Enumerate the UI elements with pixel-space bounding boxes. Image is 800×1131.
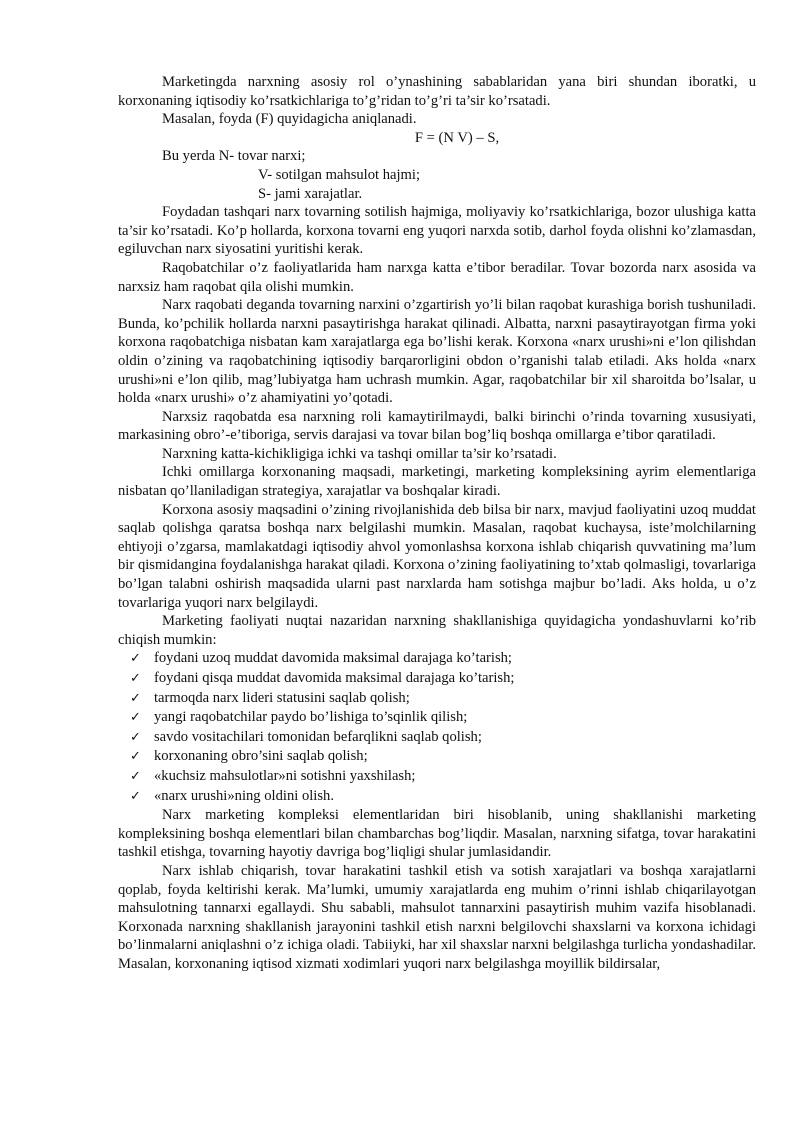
paragraph: Narx raqobati deganda tovarning narxini o’zgartirish yo’li bilan raqobat kurashiga borish tushuniladi. Bunda, ko’pchilik hollarda narxni pasaytirishga harakat qilinadi. Albatta, narxni pasaytirayotgan firma yoki korxona raqobatchiga nisbatan kam xarajatlarga ega bo’lishi kerak. Korxona «narx urushi»ni e’lon qilishdan oldin o’zining va raqobatchining iqtisodiy barqarorligini obdon o’rganishi talab etiladi. Aks holda «narx urushi»ni e’lon qilib, mag’lubiyatga ham uchrash mumkin. Agar, raqobatchilar bir xil sharoitda bo’lsalar, u holda «narx urushi» o’z ahamiyatini yo’qotadi. [118,297,756,407]
document-page [118,73,756,974]
definition-intro: Bu yerda N- tovar narxi; [162,148,306,165]
definition-s: S- jami xarajatlar. [258,185,363,202]
paragraph: Korxona asosiy maqsadini o’zining rivojlanishida deb bilsa bir narx, mavjud faoliyatini uzoq muddat saqlab qolishga qaratsa boshqa narx belgilashi mumkin. Masalan, raqobat kuchaysa, iste’molchilarning ehtiyoji o’zgarsa, mamlakatdagi iqtisodiy ahvol yomonlashsa korxona ishlab chiqarish quvvatining ma’lum bir qismidangina foydalanishga harakat qiladi. Korxona o’zining faoliyatining to’xtab qolmasligi, tovarlariga bo’lgan talabni oshirish maqsadida ularni past narxlarda ham sotishga majbur bo’ladi. Aks holda, u o’z tovarlariga yuqori narx belgilaydi. [118,501,756,611]
list-item: ✓ «narx urushi»ning oldini olish. [118,787,756,807]
list-item: ✓ «kuchsiz mahsulotlar»ni sotishni yaxshilash; [118,767,756,787]
paragraph: Masalan, foyda (F) quyidagicha aniqlanadi. [162,111,417,128]
paragraph: Foydadan tashqari narx tovarning sotilish hajmiga, moliyaviy ko’rsatkichlariga, bozor ulushiga katta ta’sir ko’rsatadi. Ko’p hollarda, korxona tovarni eng yuqori narxda sotib, darhol foyda olishni ko’zlamasdan, egiluvchan narx siyosatini yuritishi kerak. [118,204,756,258]
checkmark-icon: ✓ [130,671,141,686]
paragraph: Narx marketing kompleksi elementlaridan biri hisoblanib, uning shakllanishi marketing kompleksining boshqa elementlari bilan chambarchas bog’liqdir. Masalan, narxning sifatga, tovar harakatini tashkil etishga, tovarning hayotiy davriga bog’liqligi shular jumlasidandir. [118,807,756,861]
paragraph: Narxsiz raqobatda esa narxning roli kamaytirilmaydi, balki birinchi o’rinda tovarning xususiyati, markasining obro’-e’tiboriga, servis darajasi va tovar bilan bog’liq boshqa omillarga e’tibor qaratiladi. [118,408,756,444]
profit-formula: F = (N V) – S, [414,129,500,146]
definition-v: V- sotilgan mahsulot hajmi; [258,166,421,183]
paragraph: Ichki omillarga korxonaning maqsadi, marketingi, marketing kompleksining ayrim elementlariga nisbatan qo’llaniladigan strategiya, xarajatlar va boshqalar kiradi. [118,464,756,500]
list-item: ✓ savdo vositachilari tomonidan befarqlikni saqlab qolish; [118,728,756,748]
checkmark-icon: ✓ [130,749,141,765]
checkmark-icon: ✓ [130,710,141,726]
paragraph: Marketingda narxning asosiy rol o’ynashining sabablaridan yana biri shundan iboratki, u korxonaning iqtisodiy ko’rsatkichlariga to’g’ridan to’g’ri ta’sir ko’rsatadi. [118,74,756,109]
list-item: ✓ korxonaning obro’sini saqlab qolish; [118,747,756,767]
paragraph: Narx ishlab chiqarish, tovar harakatini tashkil etish va sotish xarajatlari va boshqa xarajatlarni qoplab, foyda keltirishi kerak. Ma’lumki, umumiy xarajatlarda eng muhim o’rinni ishlab chiqarilayotgan mahsulotning tannarxi egallaydi. Shu sababli, mahsulot tannarxini pasaytirish muhim vazifa hisoblanadi. Korxonada narxning shakllanish jarayonini tashkil etish narxni belgilovchi shaxslarni va korxona ichidagi bo’linmalarni aniqlashni o’z ichiga oladi. Tabiiyki, har xil shaxslar narxni belgilashga turlicha yondashadilar. Masalan, korxonaning iqtisod xizmati xodimlari yuqori narx belgilashga moyillik bildirsalar, [118,862,756,972]
paragraph: Marketing faoliyati nuqtai nazaridan narxning shakllanishiga quyidagicha yondashuvlarni ko’rib chiqish mumkin: [118,613,756,648]
checkmark-icon: ✓ [130,729,141,745]
checkmark-icon: ✓ [130,690,141,706]
checkmark-icon: ✓ [130,788,141,804]
list-item: ✓ foydani qisqa muddat davomida maksimal darajaga ko’tarish; [118,669,756,689]
list-item: ✓ yangi raqobatchilar paydo bo’lishiga to’sqinlik qilish; [118,708,756,728]
checkmark-icon: ✓ [130,768,141,784]
checkmark-icon: ✓ [130,651,141,667]
list-item: ✓ tarmoqda narx lideri statusini saqlab qolish; [118,689,756,709]
list-item: ✓ foydani uzoq muddat davomida maksimal darajaga ko’tarish; [118,649,756,669]
approaches-list [118,649,756,806]
paragraph: Raqobatchilar o’z faoliyatlarida ham narxga katta e’tibor beradilar. Tovar bozorda narx asosida va narxsiz ham raqobat qila olishi mumkin. [118,259,756,295]
paragraph: Narxning katta-kichikligiga ichki va tashqi omillar ta’sir ko’rsatadi. [162,445,557,462]
